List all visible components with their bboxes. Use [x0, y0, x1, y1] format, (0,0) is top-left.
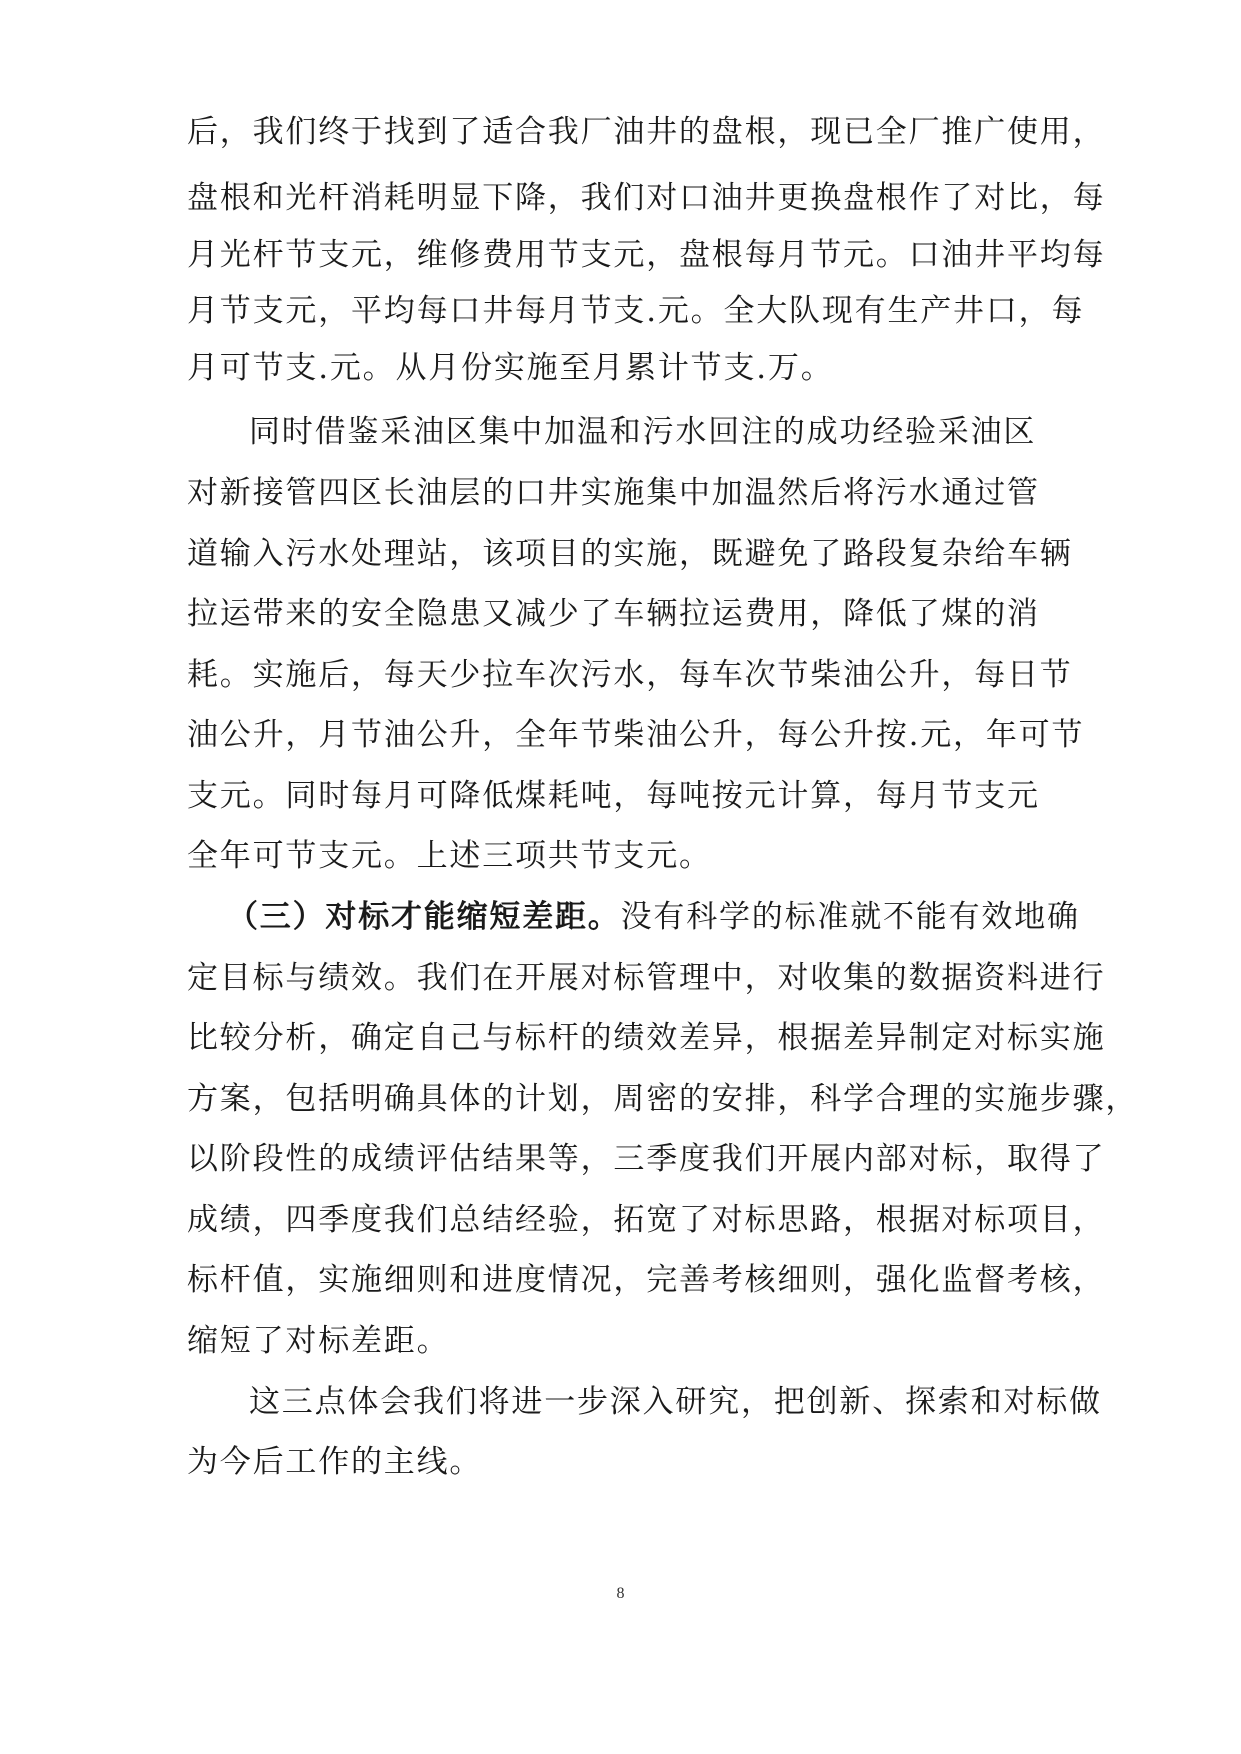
paragraph-line: 月可节支.元。从月份实施至月累计节支.万。: [187, 350, 834, 386]
paragraph-line: 后，我们终于找到了适合我厂油井的盘根，现已全厂推广使用，: [187, 114, 1106, 150]
paragraph-line: 对新接管四区长油层的口井实施集中加温然后将污水通过管: [187, 475, 1040, 511]
section-heading: （三）对标才能缩短差距。: [227, 899, 621, 935]
heading-continuation: 没有科学的标准就不能有效地确: [620, 899, 1080, 935]
paragraph-line: 拉运带来的安全隐患又减少了车辆拉运费用，降低了煤的消: [187, 596, 1040, 632]
page-number: 8: [616, 1585, 625, 1602]
paragraph-line: 全年可节支元。上述三项共节支元。: [187, 838, 712, 874]
paragraph-line: 道输入污水处理站，该项目的实施，既避免了路段复杂给车辆: [187, 536, 1073, 572]
paragraph-line: 为今后工作的主线。: [187, 1444, 483, 1480]
paragraph-line: 以阶段性的成绩评估结果等，三季度我们开展内部对标，取得了: [187, 1141, 1106, 1177]
paragraph-line: 油公升，月节油公升，全年节柴油公升，每公升按.元，年可节: [187, 717, 1085, 753]
paragraph-line: 标杆值，实施细则和进度情况，完善考核细则，强化监督考核，: [187, 1262, 1106, 1298]
paragraph-line: 缩短了对标差距。: [187, 1323, 450, 1359]
paragraph-line: 月节支元，平均每口井每月节支.元。全大队现有生产井口，每: [187, 293, 1085, 329]
paragraph-line: [227, 897, 1080, 937]
paragraph-line: 成绩，四季度我们总结经验，拓宽了对标思路，根据对标项目，: [187, 1202, 1106, 1238]
paragraph-line: 月光杆节支元，维修费用节支元，盘根每月节元。口油井平均每: [187, 237, 1106, 273]
paragraph-line: 支元。同时每月可降低煤耗吨，每吨按元计算，每月节支元: [187, 778, 1040, 814]
paragraph-line: 盘根和光杆消耗明显下降，我们对口油井更换盘根作了对比，每: [187, 180, 1106, 216]
paragraph-line: 方案，包括明确具体的计划，周密的安排，科学合理的实施步骤，: [187, 1081, 1139, 1117]
paragraph-line: 定目标与绩效。我们在开展对标管理中，对收集的数据资料进行: [187, 960, 1106, 996]
paragraph-line: 耗。实施后，每天少拉车次污水，每车次节柴油公升，每日节: [187, 657, 1073, 693]
paragraph-line: 同时借鉴采油区集中加温和污水回注的成功经验采油区: [249, 414, 1037, 450]
paragraph-line: 这三点体会我们将进一步深入研究，把创新、探索和对标做: [249, 1384, 1102, 1420]
paragraph-line: 比较分析，确定自己与标杆的绩效差异，根据差异制定对标实施: [187, 1020, 1106, 1056]
